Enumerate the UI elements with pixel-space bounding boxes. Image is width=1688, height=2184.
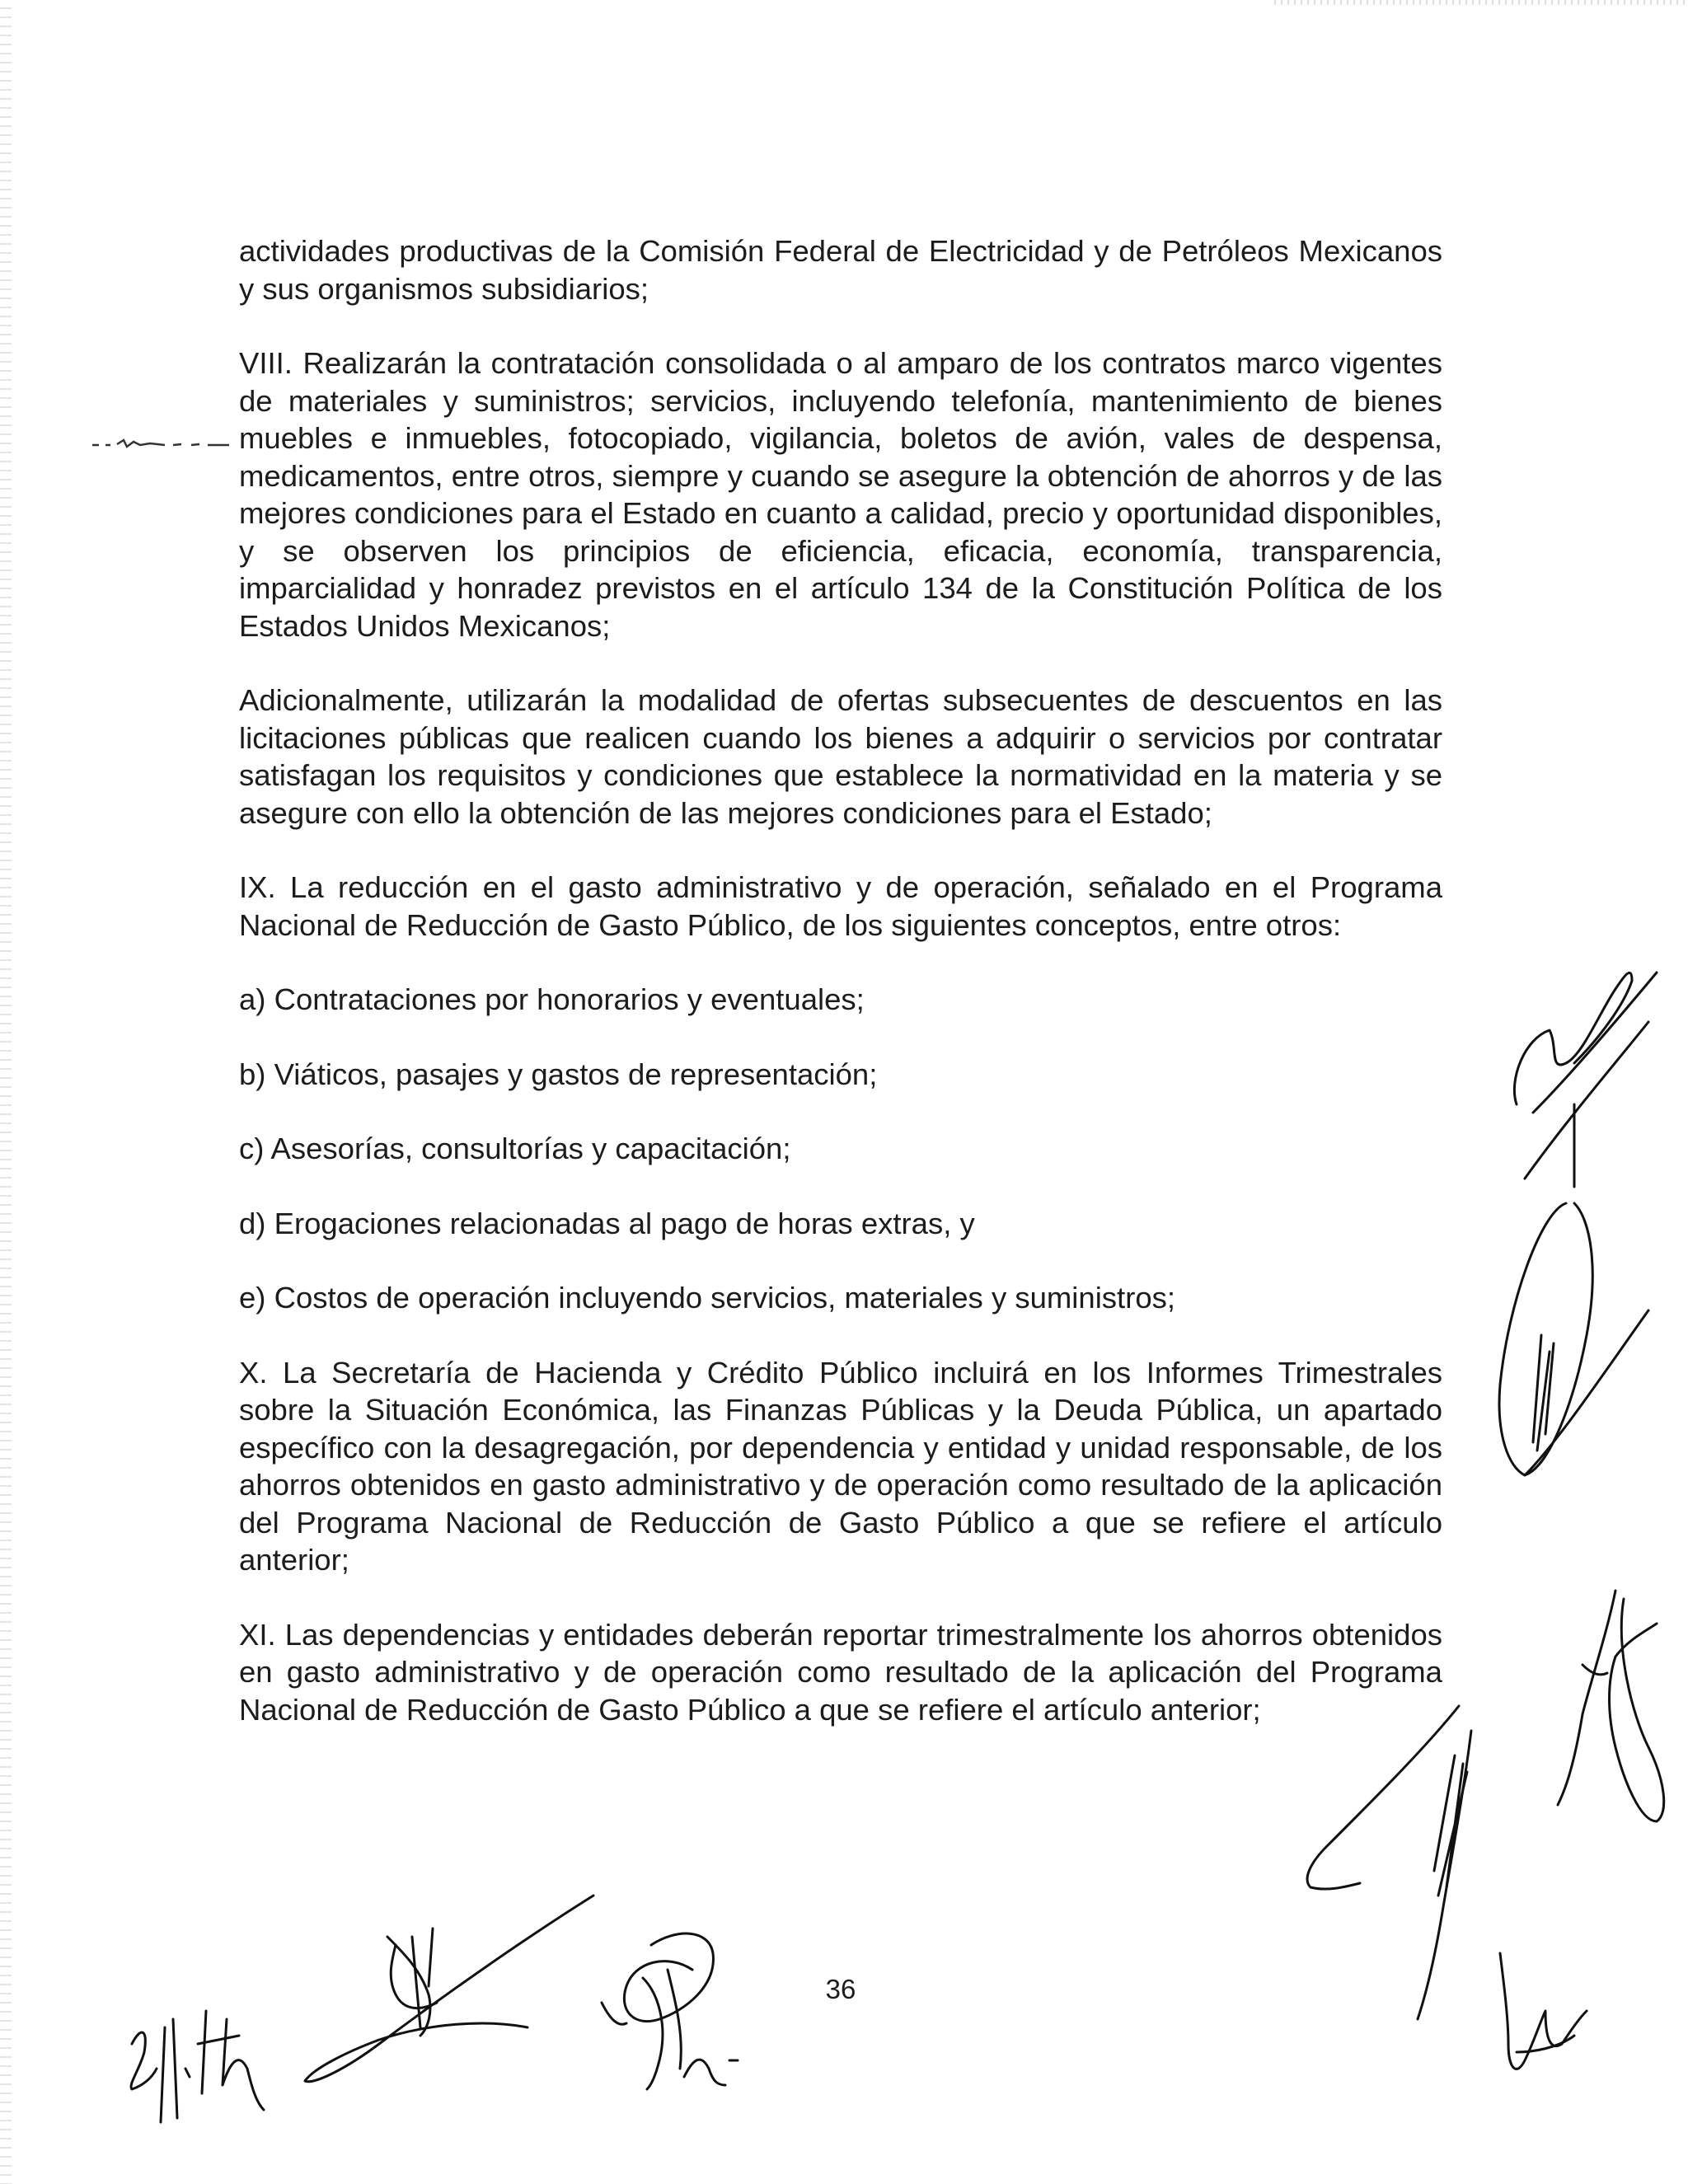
list-item-e: e) Costos de operación incluyendo servicios, materiales y suministros; bbox=[239, 1281, 1176, 1315]
margin-scribble-mark bbox=[91, 430, 231, 455]
signature-bottom-center bbox=[577, 1920, 742, 2102]
paragraph-viii: VIII. Realizarán la contratación consolidada o al amparo de los contratos marco vigentes de materiales y suministros; servicios, incluyendo telefonía, mantenimiento de bienes muebles e inmuebles, fotocopiado, vigilancia, boletos de avión, vales de despensa, medicamentos, entre otros, siempre y cuando se asegure la obtención de ahorros y de las mejores condiciones para el Estado en cuanto a calidad, precio y oportunidad disponibles, y se observen los principios de eficiencia, eficacia, economía, transparencia, imparcialidad y honradez previstos en el artículo 134 de la Constitución Política de los Estados Unidos Mexicanos; bbox=[239, 346, 1442, 643]
list-item-d: d) Erogaciones relacionadas al pago de horas extras, y bbox=[239, 1206, 975, 1240]
paragraph-adicionalmente: Adicionalmente, utilizarán la modalidad de ofertas subsecuentes de descuentos en las licitaciones públicas que realicen cuando los bienes a adquirir o servicios por contratar satisfagan los requisitos y condiciones que establece la normatividad en la materia y se asegure con ello la obtención de las mejores condiciones para el Estado; bbox=[239, 683, 1442, 830]
paragraph-continuation: actividades productivas de la Comisión Federal de Electricidad y de Petróleos Mexicanos y sus organismos subsidiarios; bbox=[239, 234, 1442, 306]
signature-right-middle bbox=[1451, 1088, 1665, 1516]
page-number: 36 bbox=[825, 1974, 856, 2004]
scan-edge-artifact bbox=[0, 0, 12, 2184]
paragraph-xi: XI. Las dependencias y entidades deberán reportar trimestralmente los ahorros obtenidos en gasto administrativo y de operación como resultado de la aplicación del Programa Nacional de Reducción de Gasto Público a que se refiere el artículo anterior; bbox=[239, 1617, 1442, 1727]
document-body bbox=[239, 232, 1442, 1765]
initials-bottom-left bbox=[115, 1961, 297, 2126]
list-item-c: c) Asesorías, consultorías y capacitación; bbox=[239, 1132, 791, 1165]
signature-bottom-left-long bbox=[297, 1887, 610, 2102]
list-item-b: b) Viáticos, pasajes y gastos de representación; bbox=[239, 1057, 878, 1091]
initials-bottom-right bbox=[1484, 1945, 1599, 2093]
list-item-a: a) Contrataciones por honorarios y eventuales; bbox=[239, 982, 865, 1016]
signature-right-lower bbox=[1525, 1582, 1681, 1830]
scan-top-artifact bbox=[1269, 0, 1688, 5]
paragraph-ix: IX. La reducción en el gasto administrativo y de operación, señalado en el Programa Nacional de Reducción de Gasto Público, de los siguientes conceptos, entre otros: bbox=[239, 870, 1442, 942]
paragraph-x: X. La Secretaría de Hacienda y Crédito Público incluirá en los Informes Trimestrales sobre la Situación Económica, las Finanzas Públicas y la Deuda Pública, un apartado específico con la desagregación, por dependencia y entidad y unidad responsable, de los ahorros obtenidos en gasto administrativo y de operación como resultado de la aplicación del Programa Nacional de Reducción de Gasto Público a que se refiere el artículo anterior; bbox=[239, 1355, 1442, 1577]
